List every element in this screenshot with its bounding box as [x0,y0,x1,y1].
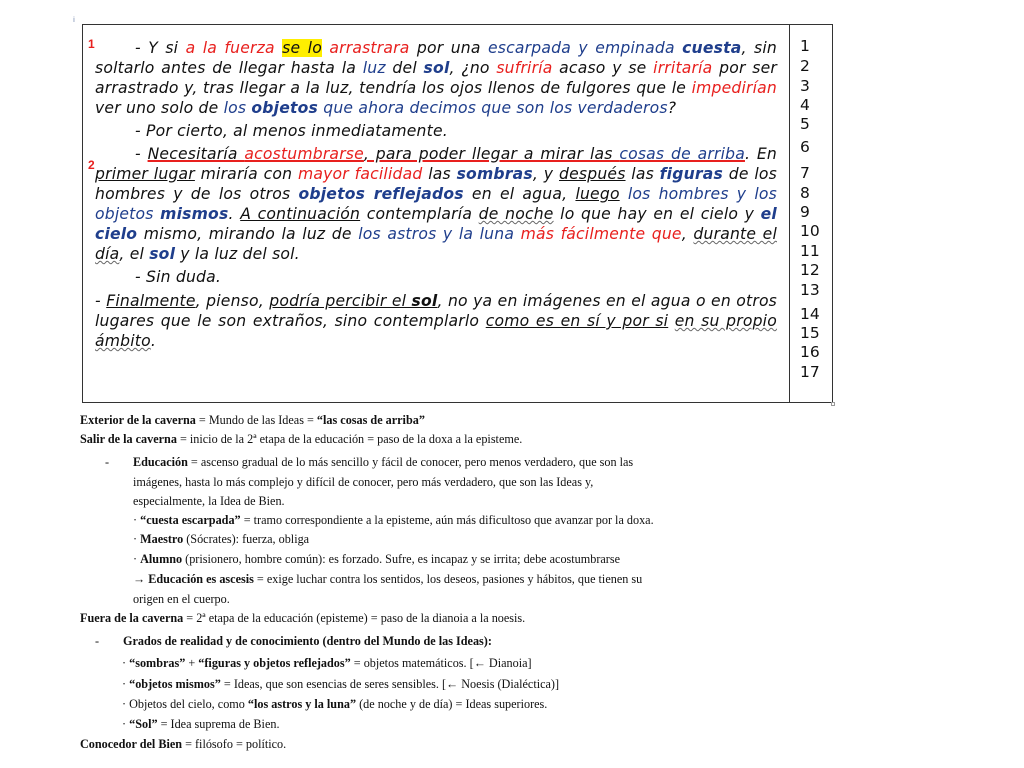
line-number: 13 [800,281,820,299]
arrow-right-icon: → [133,572,149,586]
note-line: · “objetos mismos” = Ideas, que son esencias de seres sensibles. [← Noesis (Dialéctica)] [122,677,560,691]
note-line: imágenes, hasta lo más complejo y difícil de conocer, pero más verdadero, que son las Ideas y, [133,475,594,489]
resize-handle[interactable] [831,402,835,406]
note-line: Fuera de la caverna = 2ª etapa de la educación (episteme) = paso de la dianoia a la noesis. [80,611,526,625]
paragraph-2: - Por cierto, al menos inmediatamente. [135,122,448,140]
line-number: 10 [800,222,820,240]
line-number: 2 [800,57,810,75]
note-line: · “cuesta escarpada” = tramo correspondiente a la episteme, aún más dificultoso que avanzar por la doxa. [133,513,654,527]
note-line: especialmente, la Idea de Bien. [133,494,285,508]
line-number: 11 [800,242,820,260]
note-line: Salir de la caverna = inicio de la 2ª etapa de la educación = paso de la doxa a la episteme. [80,432,523,446]
paragraph-marker-1: 1 [88,37,95,51]
note-line: origen en el cuerpo. [133,592,230,606]
note-line: - Grados de realidad y de conocimiento (dentro del Mundo de las Ideas): [95,634,492,648]
paragraph-1: - Y si a la fuerza se lo arrastrara por una escarpada y empinada cuesta, sin soltarlo antes de llegar hasta la luz del sol, ¿no sufriría acaso y se irritaría por ser arrastrado y, tras llegar a la luz, tendría los ojos llenos de fulgores que le impedirían ver uno solo de los objetos que ahora decimos que son los verdaderos? [95,39,777,117]
text-excerpt-box [82,24,833,403]
line-number: 4 [800,96,810,114]
note-line: Conocedor del Bien = filósofo = político. [80,737,287,751]
line-number: 1 [800,37,810,55]
note-line: · “Sol” = Idea suprema de Bien. [122,717,280,731]
line-number: 9 [800,203,810,221]
paragraph-3: - Necesitaría acostumbrarse, para poder llegar a mirar las cosas de arriba. En primer lugar miraría con mayor facilidad las sombras, y después las figuras de los hombres y de los otros objetos reflejados en el agua, luego los hombres y los objetos mismos. A continuación contemplaría de noche lo que hay en el cielo y el cielo mismo, mirando la luz de los astros y la luna más fácilmente que, durante el día, el sol y la luz del sol. [95,145,777,263]
line-number: 15 [800,324,820,342]
corner-mark: i [73,16,75,24]
dialogue-passage [95,38,777,351]
note-line: · “sombras” + “figuras y objetos reflejados” = objetos matemáticos. [← Dianoia] [122,656,532,670]
line-number: 17 [800,363,820,381]
line-number: 5 [800,115,810,133]
line-number: 7 [800,164,810,182]
paragraph-5: - Finalmente, pienso, podría percibir el sol, no ya en imágenes en el agua o en otros lugares que le son extraños, sino contemplarlo como es en sí y por si en su propio ámbito. [95,292,778,350]
line-number: 3 [800,77,810,95]
line-number: 16 [800,343,820,361]
line-number: 8 [800,184,810,202]
column-divider [789,25,790,402]
line-number: 12 [800,261,820,279]
note-line: · Objetos del cielo, como “los astros y la luna” (de noche y de día) = Ideas superiores. [122,697,548,711]
line-number: 6 [800,138,810,156]
paragraph-4: - Sin duda. [135,268,222,286]
note-line: - Educación = ascenso gradual de lo más sencillo y fácil de conocer, pero menos verdadero, que son las [105,455,634,469]
paragraph-marker-2: 2 [88,158,95,172]
note-line: · Alumno (prisionero, hombre común): es forzado. Sufre, es incapaz y se irrita; debe acostumbrarse [133,552,621,566]
note-line: Exterior de la caverna = Mundo de las Ideas = “las cosas de arriba” [80,413,425,427]
highlighted-text: se lo [282,39,322,57]
note-line: · Maestro (Sócrates): fuerza, obliga [133,532,310,546]
line-number: 14 [800,305,820,323]
note-line: → Educación es ascesis = exige luchar contra los sentidos, los deseos, pasiones y hábitos, que tienen su [133,572,643,586]
